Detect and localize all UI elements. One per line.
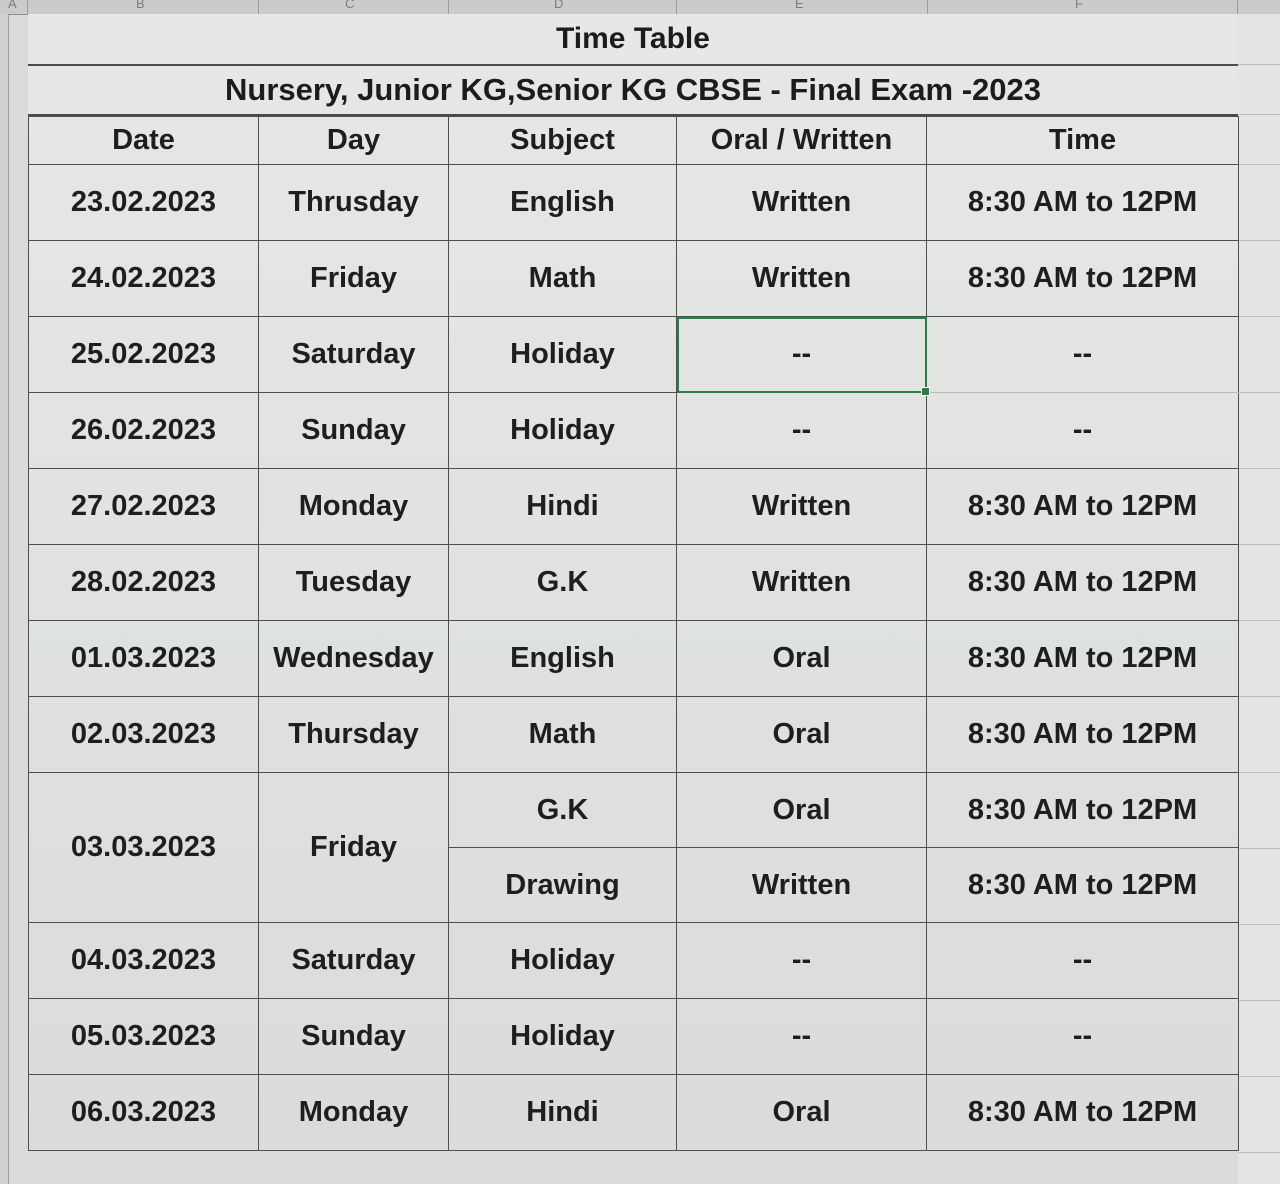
table-row xyxy=(29,923,1239,999)
mode-cell[interactable]: -- xyxy=(677,999,927,1075)
subject-cell[interactable]: Hindi xyxy=(449,1075,677,1151)
day-cell[interactable]: Sunday xyxy=(259,393,449,469)
table-row xyxy=(29,697,1239,773)
time-cell[interactable]: 8:30 AM to 12PM xyxy=(927,773,1239,848)
gridline xyxy=(1238,468,1280,469)
subject-cell[interactable]: English xyxy=(449,621,677,697)
gridline xyxy=(1238,772,1280,773)
gridline xyxy=(1238,696,1280,697)
table-row xyxy=(29,545,1239,621)
column-header-b[interactable]: B xyxy=(136,0,145,11)
date-cell[interactable]: 01.03.2023 xyxy=(29,621,259,697)
gridline xyxy=(1238,64,1280,65)
day-cell[interactable]: Thursday xyxy=(259,697,449,773)
timetable-grid xyxy=(28,116,1239,1151)
header-day[interactable]: Day xyxy=(259,117,449,165)
header-subject[interactable]: Subject xyxy=(449,117,677,165)
gridline xyxy=(1238,924,1280,925)
gridline xyxy=(1238,848,1280,849)
mode-cell[interactable]: Written xyxy=(677,241,927,317)
subject-cell[interactable]: Holiday xyxy=(449,923,677,999)
day-cell[interactable]: Saturday xyxy=(259,923,449,999)
day-cell[interactable]: Monday xyxy=(259,1075,449,1151)
day-cell[interactable]: Tuesday xyxy=(259,545,449,621)
table-row xyxy=(29,393,1239,469)
time-cell[interactable]: 8:30 AM to 12PM xyxy=(927,1075,1239,1151)
time-cell[interactable]: -- xyxy=(927,317,1239,393)
mode-cell[interactable]: Oral xyxy=(677,773,927,848)
date-cell[interactable]: 02.03.2023 xyxy=(29,697,259,773)
time-cell[interactable]: 8:30 AM to 12PM xyxy=(927,165,1239,241)
date-cell[interactable]: 06.03.2023 xyxy=(29,1075,259,1151)
header-date[interactable]: Date xyxy=(29,117,259,165)
day-cell[interactable]: Sunday xyxy=(259,999,449,1075)
gridline xyxy=(1238,544,1280,545)
spreadsheet-sheet xyxy=(28,14,1238,1162)
timetable-title-cell[interactable] xyxy=(28,14,1238,66)
timetable-subtitle-cell[interactable] xyxy=(28,66,1238,116)
day-cell-merged[interactable]: Friday xyxy=(259,773,449,923)
gridline xyxy=(1238,164,1280,165)
column-header-a[interactable]: A xyxy=(8,0,17,11)
mode-cell[interactable]: Written xyxy=(677,545,927,621)
page-title: Time Table xyxy=(556,22,710,55)
column-divider[interactable] xyxy=(1237,0,1238,14)
subject-cell[interactable]: Drawing xyxy=(449,848,677,923)
header-mode[interactable]: Oral / Written xyxy=(677,117,927,165)
time-cell[interactable]: -- xyxy=(927,923,1239,999)
mode-value: -- xyxy=(791,338,812,370)
gridline xyxy=(1238,114,1280,115)
date-cell[interactable]: 28.02.2023 xyxy=(29,545,259,621)
day-cell[interactable]: Monday xyxy=(259,469,449,545)
time-cell[interactable]: 8:30 AM to 12PM xyxy=(927,621,1239,697)
subject-cell[interactable]: Holiday xyxy=(449,317,677,393)
subject-cell[interactable]: Math xyxy=(449,241,677,317)
time-cell[interactable]: 8:30 AM to 12PM xyxy=(927,469,1239,545)
table-row xyxy=(29,621,1239,697)
gridline xyxy=(1238,1000,1280,1001)
time-cell[interactable]: 8:30 AM to 12PM xyxy=(927,697,1239,773)
column-divider[interactable] xyxy=(927,0,928,14)
column-divider[interactable] xyxy=(27,0,28,14)
date-cell[interactable]: 04.03.2023 xyxy=(29,923,259,999)
mode-cell[interactable]: -- xyxy=(677,393,927,469)
selected-mode-cell[interactable] xyxy=(677,317,927,393)
date-cell[interactable]: 05.03.2023 xyxy=(29,999,259,1075)
page-subtitle: Nursery, Junior KG,Senior KG CBSE - Final Exam -2023 xyxy=(225,72,1041,107)
mode-cell[interactable]: Written xyxy=(677,848,927,923)
day-cell[interactable]: Saturday xyxy=(259,317,449,393)
table-row xyxy=(29,773,1239,848)
table-row xyxy=(29,469,1239,545)
mode-cell[interactable]: Oral xyxy=(677,1075,927,1151)
row-header-bar xyxy=(0,14,9,1184)
table-row xyxy=(29,999,1239,1075)
subject-cell[interactable]: G.K xyxy=(449,773,677,848)
mode-cell[interactable]: Oral xyxy=(677,621,927,697)
mode-cell[interactable]: Written xyxy=(677,469,927,545)
table-row xyxy=(29,317,1239,393)
header-time[interactable]: Time xyxy=(927,117,1239,165)
time-cell[interactable]: -- xyxy=(927,393,1239,469)
date-cell[interactable]: 24.02.2023 xyxy=(29,241,259,317)
gridline xyxy=(1238,1076,1280,1077)
table-row xyxy=(29,1075,1239,1151)
day-cell[interactable]: Friday xyxy=(259,241,449,317)
subject-cell[interactable]: G.K xyxy=(449,545,677,621)
column-header-e[interactable]: E xyxy=(795,0,804,11)
time-cell[interactable]: 8:30 AM to 12PM xyxy=(927,545,1239,621)
column-header-f[interactable]: F xyxy=(1075,0,1083,11)
column-divider[interactable] xyxy=(676,0,677,14)
column-header-d[interactable]: D xyxy=(554,0,564,11)
subject-cell[interactable]: Math xyxy=(449,697,677,773)
table-row xyxy=(29,241,1239,317)
time-cell[interactable]: 8:30 AM to 12PM xyxy=(927,241,1239,317)
column-header-bar xyxy=(0,0,1280,15)
subject-cell[interactable]: English xyxy=(449,165,677,241)
table-row xyxy=(29,165,1239,241)
date-cell[interactable]: 25.02.2023 xyxy=(29,317,259,393)
subject-cell[interactable]: Hindi xyxy=(449,469,677,545)
column-divider[interactable] xyxy=(258,0,259,14)
mode-cell[interactable]: Oral xyxy=(677,697,927,773)
gridline xyxy=(1238,316,1280,317)
time-cell[interactable]: 8:30 AM to 12PM xyxy=(927,848,1239,923)
gridline xyxy=(1238,1152,1280,1153)
date-cell-merged[interactable]: 03.03.2023 xyxy=(29,773,259,923)
fill-handle[interactable] xyxy=(921,387,930,396)
subject-cell[interactable]: Holiday xyxy=(449,393,677,469)
day-cell[interactable]: Wednesday xyxy=(259,621,449,697)
mode-cell[interactable]: -- xyxy=(677,923,927,999)
gridline xyxy=(1238,620,1280,621)
column-header-c[interactable]: C xyxy=(345,0,355,11)
header-row xyxy=(29,117,1239,165)
column-divider[interactable] xyxy=(448,0,449,14)
date-cell[interactable]: 27.02.2023 xyxy=(29,469,259,545)
date-cell[interactable]: 26.02.2023 xyxy=(29,393,259,469)
empty-grid-area[interactable] xyxy=(1238,14,1280,1184)
day-cell[interactable]: Thrusday xyxy=(259,165,449,241)
gridline xyxy=(1238,240,1280,241)
date-cell[interactable]: 23.02.2023 xyxy=(29,165,259,241)
time-cell[interactable]: -- xyxy=(927,999,1239,1075)
mode-cell[interactable]: Written xyxy=(677,165,927,241)
gridline xyxy=(1238,392,1280,393)
subject-cell[interactable]: Holiday xyxy=(449,999,677,1075)
